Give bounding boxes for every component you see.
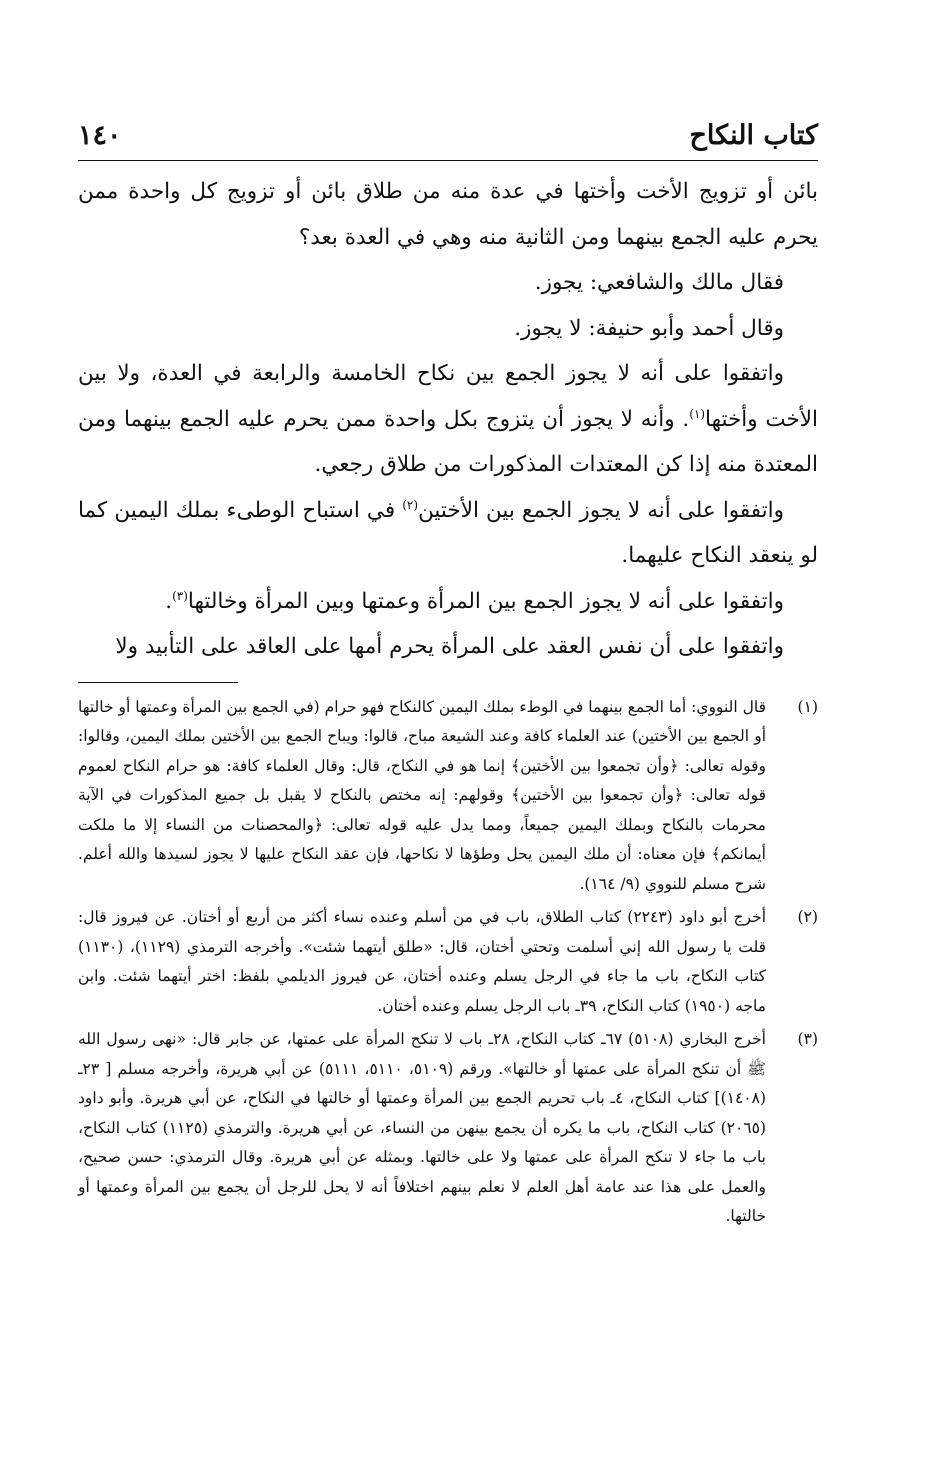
footnote-number: (١) [797,697,818,716]
footnote [78,903,818,1021]
main-text [78,169,818,670]
paragraph: واتفقوا على أن نفس العقد على المرأة يحرم أمها على العاقد على التأبيد ولا [115,634,784,659]
book-title: كتاب النكاح [689,120,818,151]
footnote-number: (٢) [797,908,818,926]
footnote-ref: (٣) [172,588,188,603]
footnote-number: (٣) [797,1030,818,1048]
paragraph: واتفقوا على أنه لا يجوز الجمع بين نكاح الخامسة والرابعة في العدة، ولا بين الأخت وأختها$^{(١)}$. وأنه لا يجوز أن يتزوج بكل واحدة ممن يحرم عليه الجمع بينهما ومن المعتدة منه إذا كن المعتدات المذكورات من طلاق رجعي. [78,361,818,477]
paragraph: فقال مالك والشافعي: يجوز. [534,270,784,295]
footnote-text: أخرج البخاري (٥١٠٨) ٦٧ـ كتاب النكاح، ٢٨ـ باب لا تنكح المرأة على عمتها، عن جابر قال: «نهى رسول الله ﷺ أن تنكح المرأة على عمتها أو خالتها». ورقم (٥١٠٩، ٥١١٠، ٥١١١) عن أبي هريرة، وأخرجه مسلم [ ٢٣ـ (١٤٠٨)] كتاب النكاح، ٤ـ باب تحريم الجمع بين المرأة وعمتها أو خالتها في النكاح، عن أبي هريرة. وأبو داود (٢٠٦٥) كتاب النكاح، باب ما يكره أن يجمع بينهن من النساء، عن أبي هريرة. والترمذي (١١٢٥) كتاب النكاح، باب ما جاء لا تنكح المرأة على عمتها ولا على خالتها. وبمثله عن أبي هريرة. وقال الترمذي: حسن صحيح، والعمل على هذا عند عامة أهل العلم لا نعلم بينهم اختلافاً أنه لا يحل للرجل أن يجمع بين المرأة وعمتها أو خالتها. [78,1030,767,1225]
footnote-text: أخرج أبو داود (٢٢٤٣) كتاب الطلاق، باب في من أسلم وعنده نساء أكثر من أربع أو أختان. عن فيروز قال: قلت يا رسول الله إني أسلمت وتحتي أختان، قال: «طلق أيتهما شئت». وأخرجه الترمذي (١١٢٩)، (١١٣٠) كتاب النكاح، باب ما جاء في الرجل يسلم وعنده أختان، عن فيروز الديلمي بلفظ: اختر أيتهما شئت. وابن ماجه (١٩٥٠) كتاب النكاح، ٣٩ـ باب الرجل يسلم وعنده أختان. [78,908,766,1015]
footnote-divider [78,682,238,683]
page-number: ١٤٠ [78,120,122,151]
footnote-text: قال النووي: أما الجمع بينهما في الوطء بملك اليمين كالنكاح فهو حرام (في الجمع بين المرأة وعمتها أو خالتها أو الجمع بين الأختين) عند العلماء كافة وعند الشيعة مباح، قالوا: ويباح الجمع بين الأختين بملك اليمين، وقالوا: وقوله تعالى: ﴿وأن تجمعوا بين الأختين﴾ إنما هو في النكاح، قال: وقال العلماء كافة: هو حرام النكاح لعموم قوله تعالى: ﴿وأن تجمعوا بين الأختين﴾ وقولهم: إنه مختص بالنكاح لا يقبل بل جميع المذكورات في الآية محرمات بالنكاح وبملك اليمين جميعاً، ومما يدل عليه قوله تعالى: ﴿والمحصنات من النساء إلا ما ملكت أيمانكم﴾ فإن معناه: أن ملك اليمين يحل وطؤها لا نكاحها، فإن عقد النكاح عليها لا يجوز لسيدها والله أعلم. شرح مسلم للنووي (٩/ ١٦٤). [78,697,766,893]
paragraph: واتفقوا على أنه لا يجوز الجمع بين المرأة وعمتها وبين المرأة وخالتها$^{(٣)}$. [165,588,784,614]
footnote [78,1025,818,1232]
page-header [78,118,818,161]
footnote [78,693,818,900]
paragraph: وقال أحمد وأبو حنيفة: لا يجوز. [514,315,784,341]
document-page [78,118,818,1236]
paragraph: بائن أو تزويج الأخت وأختها في عدة منه من طلاق بائن أو تزويج كل واحدة ممن يحرم عليه الجمع بينهما ومن الثانية منه وهي في العدة بعد؟ [78,179,818,250]
footnote-ref: (٢) [402,497,419,512]
paragraph: واتفقوا على أنه لا يجوز الجمع بين الأختين$^{(٢)}$ في استباح الوطىء بملك اليمين كما لو ينعقد النكاح عليهما. [78,497,818,568]
footnote-ref: (١) [689,406,706,421]
footnotes [78,693,818,1232]
